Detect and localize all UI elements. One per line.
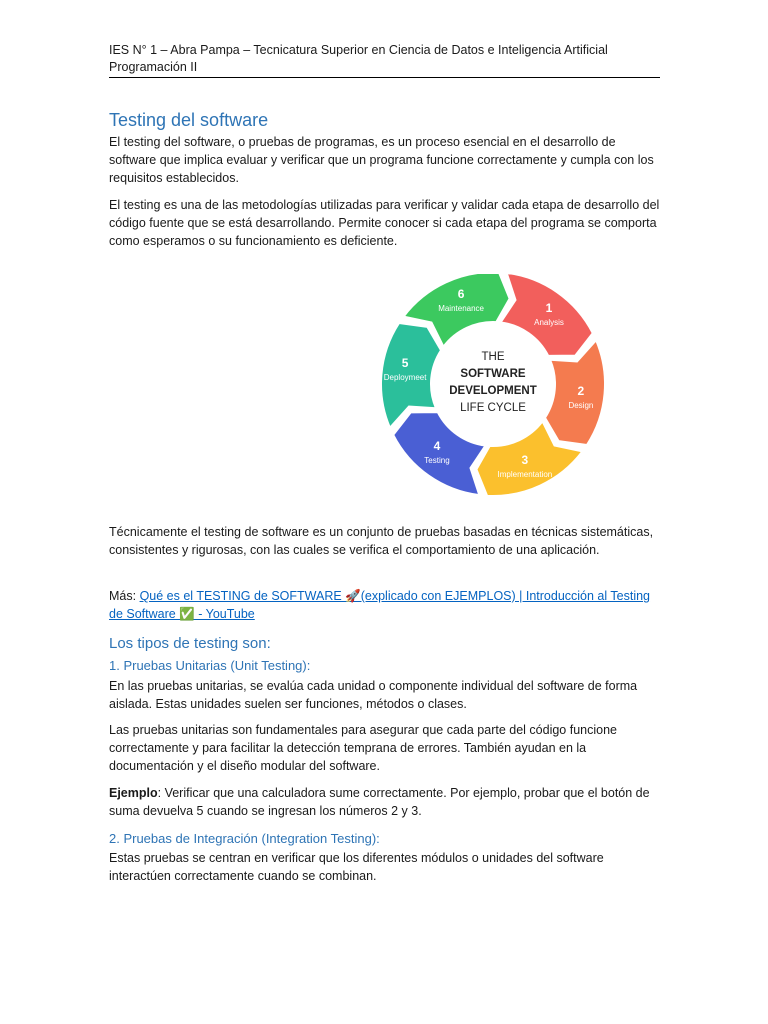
unit-testing-heading: 1. Pruebas Unitarias (Unit Testing): [109, 658, 311, 673]
types-heading: Los tipos de testing son: [109, 635, 271, 652]
more-label: Más: [109, 589, 140, 603]
intro-paragraph-1: El testing del software, o pruebas de programas, es un proceso esencial en el desarrollo de software que implica evaluar y verificar que un programa funcione correctamente y cumpla con los requisitos establecidos. [109, 135, 654, 185]
unit-example-paragraph [109, 784, 661, 820]
stage-label-4: Testing [424, 456, 450, 466]
stage-label-1: Analysis [534, 317, 564, 327]
stage-label-6: Maintenance [438, 303, 485, 313]
section-title: Testing del software [109, 110, 269, 130]
stage-label-3: Implementation [497, 470, 553, 480]
integration-testing-heading: 2. Pruebas de Integración (Integration Testing): [109, 831, 380, 846]
cycle-center [433, 324, 553, 444]
technical-paragraph: Técnicamente el testing de software es un conjunto de pruebas basadas en técnicas sistemáticas, consistentes y rigurosas, con las cuales se verifica el comportamiento de una aplicación. [109, 525, 654, 557]
stage-number-2: 2 [577, 383, 585, 398]
more-info-paragraph [109, 587, 661, 623]
center-title-line-3: DEVELOPMENT [449, 385, 537, 397]
page-header [109, 42, 660, 76]
center-title-line-1: THE [481, 351, 505, 363]
integration-paragraph-1: Estas pruebas se centran en verificar que los diferentes módulos o unidades del software interactúen correctamente cuando se combinan. [109, 851, 604, 883]
unit-paragraph-1: En las pruebas unitarias, se evalúa cada unidad o componente individual del software de forma aislada. Estas unidades suelen ser funciones, métodos o clases. [109, 679, 638, 711]
header-divider [109, 77, 660, 78]
header-course: Programación II [109, 60, 198, 74]
youtube-link[interactable]: Qué es el TESTING de SOFTWARE 🚀(explicado con EJEMPLOS) | Introducción al Testing de Software ✅ - YouTube [109, 589, 651, 621]
stage-number-1: 1 [545, 300, 553, 315]
unit-paragraph-2: Las pruebas unitarias son fundamentales para asegurar que cada parte del código funcione correctamente y para facilitar la detección temprana de errores. También ayudan en la documentación y el diseño modular del software. [109, 723, 617, 773]
stage-number-5: 5 [401, 356, 409, 371]
stage-number-3: 3 [521, 453, 529, 468]
intro-paragraph-2: El testing es una de las metodologías utilizadas para verificar y validar cada etapa de desarrollo del código fuente que se está desarrollando. Permite conocer si cada etapa del programa se comporta como esperamos o su funcionamiento es deficiente. [109, 198, 660, 248]
center-title-line-2: SOFTWARE [460, 368, 526, 380]
center-title-line-4: LIFE CYCLE [460, 402, 526, 414]
example-label: Ejemplo [109, 786, 158, 800]
stage-number-4: 4 [433, 439, 441, 454]
stage-label-5: Deploymeet [383, 373, 427, 383]
sdlc-cycle-diagram [373, 274, 613, 498]
sdlc-figure [373, 274, 613, 498]
header-institution: IES N° 1 – Abra Pampa – Tecnicatura Superior en Ciencia de Datos e Inteligencia Artificial [109, 43, 608, 57]
stage-label-2: Design [568, 400, 594, 410]
stage-number-6: 6 [457, 286, 465, 301]
example-text: : Verificar que una calculadora sume correctamente. Por ejemplo, probar que el botón de suma devuelva 5 cuando se ingresan los números 2 y 3. [109, 786, 650, 818]
